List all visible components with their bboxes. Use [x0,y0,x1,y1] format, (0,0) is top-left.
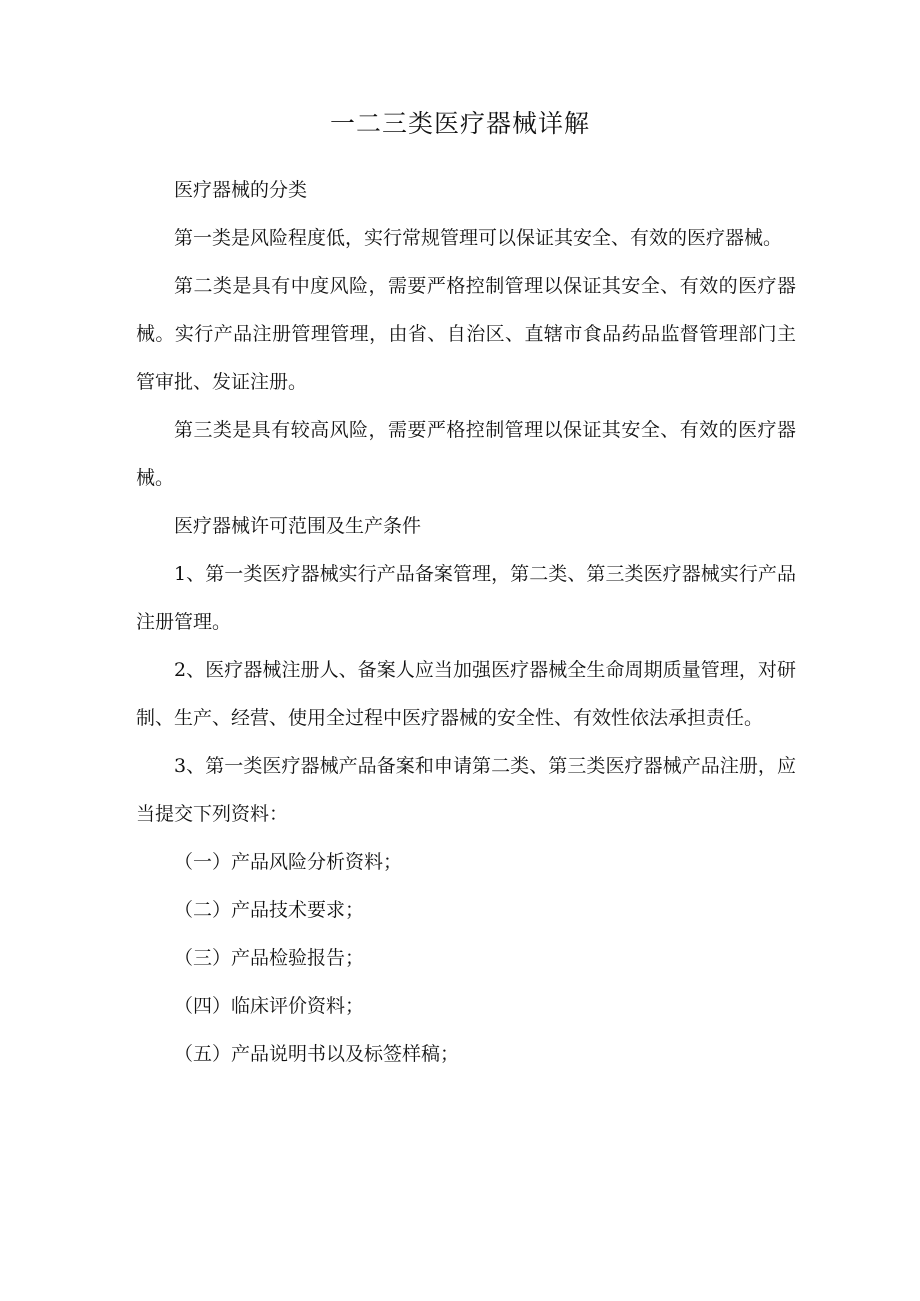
section-heading-classification: 医疗器械的分类 [174,179,308,201]
document-title: 一二三类医疗器械详解 [329,109,590,138]
list-item: （四）临床评价资料； [174,995,365,1017]
paragraph-rule-1: 1、第一类医疗器械实行产品备案管理，第二类、第三类医疗器械实行产品注册管理。 [136,563,796,633]
list-item: （三）产品检验报告； [174,947,365,969]
paragraph-rule-3: 3、第一类医疗器械产品备案和申请第二类、第三类医疗器械产品注册，应当提交下列资料： [136,755,796,825]
list-item: （一）产品风险分析资料； [174,851,403,873]
paragraph-class-one: 第一类是风险程度低，实行常规管理可以保证其安全、有效的医疗器械。 [174,227,783,249]
document-body [136,166,796,1078]
paragraph-class-three: 第三类是具有较高风险，需要严格控制管理以保证其安全、有效的医疗器械。 [136,419,796,489]
list-item: （二）产品技术要求； [174,899,365,921]
paragraph-class-two: 第二类是具有中度风险，需要严格控制管理以保证其安全、有效的医疗器械。实行产品注册管理管理，由省、自治区、直辖市食品药品监督管理部门主管审批、发证注册。 [136,275,796,393]
list-item: （五）产品说明书以及标签样稿； [174,1043,460,1065]
paragraph-rule-2: 2、医疗器械注册人、备案人应当加强医疗器械全生命周期质量管理，对研制、生产、经营、使用全过程中医疗器械的安全性、有效性依法承担责任。 [136,659,796,729]
section-heading-license-scope: 医疗器械许可范围及生产条件 [174,515,422,537]
